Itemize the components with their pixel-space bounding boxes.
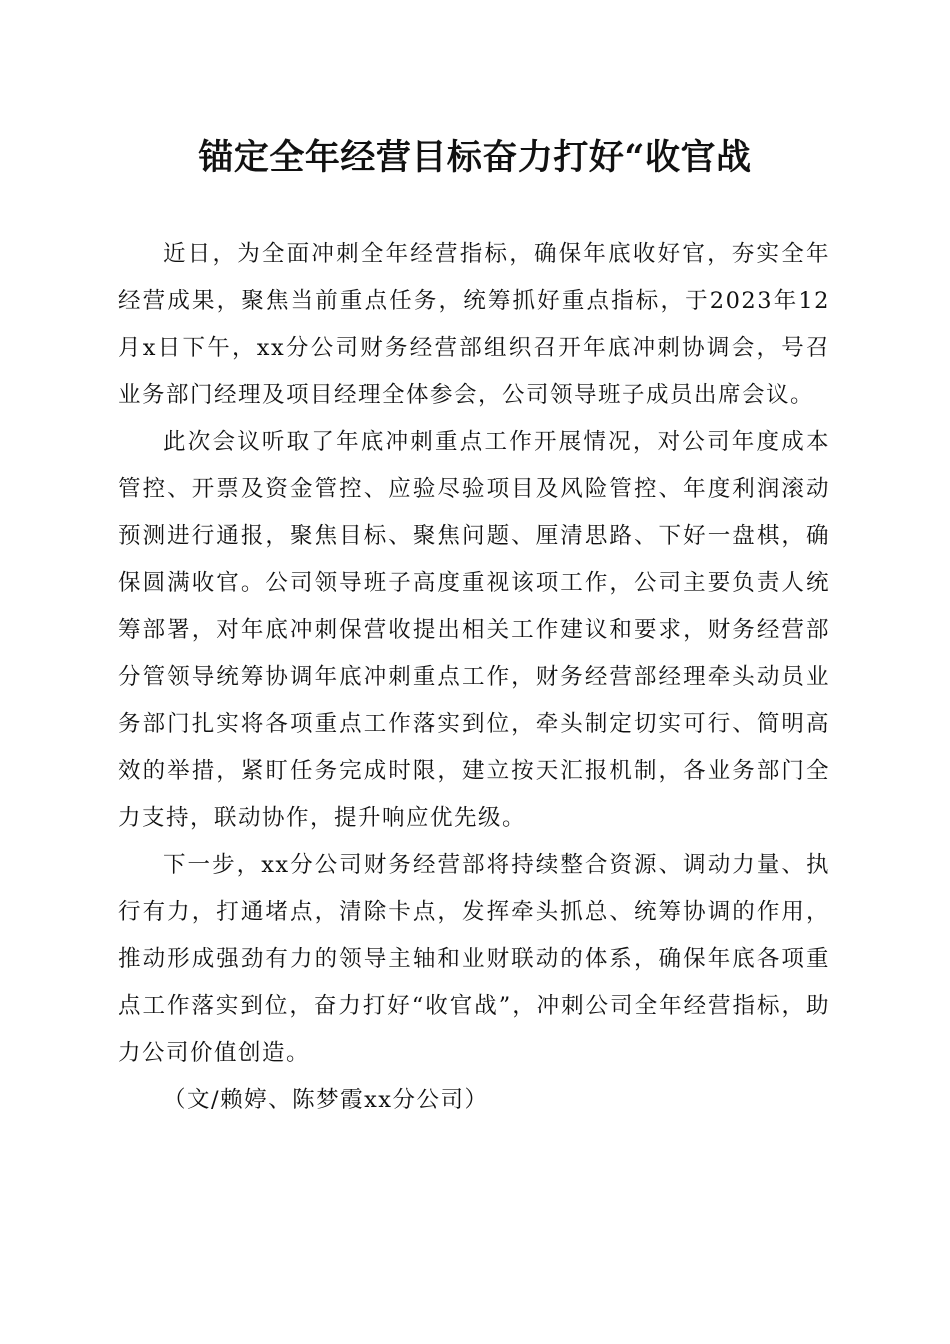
paragraph-1: 近日，为全面冲刺全年经营指标，确保年底收好官，夯实全年经营成果，聚焦当前重点任务，统筹抓好重点指标，于2023年12月x日下午，xx分公司财务经营部组织召开年底冲刺协调会，号召业务部门经理及项目经理全体参会，公司领导班子成员出席会议。 — [118, 241, 830, 408]
document-body — [118, 231, 830, 1124]
paragraph-3: 下一步，xx分公司财务经营部将持续整合资源、调动力量、执行有力，打通堵点，清除卡点，发挥牵头抓总、统筹协调的作用，推动形成强劲有力的领导主轴和业财联动的体系，确保年底各项重点工作落实到位，奋力打好“收官战”，冲刺公司全年经营指标，助力公司价值创造。 — [118, 852, 830, 1066]
author-signature: （文/赖婷、陈梦霞xx分公司） — [163, 1087, 489, 1113]
paragraph-2: 此次会议听取了年底冲刺重点工作开展情况，对公司年度成本管控、开票及资金管控、应验尽验项目及风险管控、年度利润滚动预测进行通报，聚焦目标、聚焦问题、厘清思路、下好一盘棋，确保圆满收官。公司领导班子高度重视该项工作，公司主要负责人统筹部署，对年底冲刺保营收提出相关工作建议和要求，财务经营部分管领导统筹协调年底冲刺重点工作，财务经营部经理牵头动员业务部门扎实将各项重点工作落实到位，牵头制定切实可行、简明高效的举措，紧盯任务完成时限，建立按天汇报机制，各业务部门全力支持，联动协作，提升响应优先级。 — [118, 429, 830, 831]
document-title: 锚定全年经营目标奋力打好“收官战 — [198, 137, 752, 178]
